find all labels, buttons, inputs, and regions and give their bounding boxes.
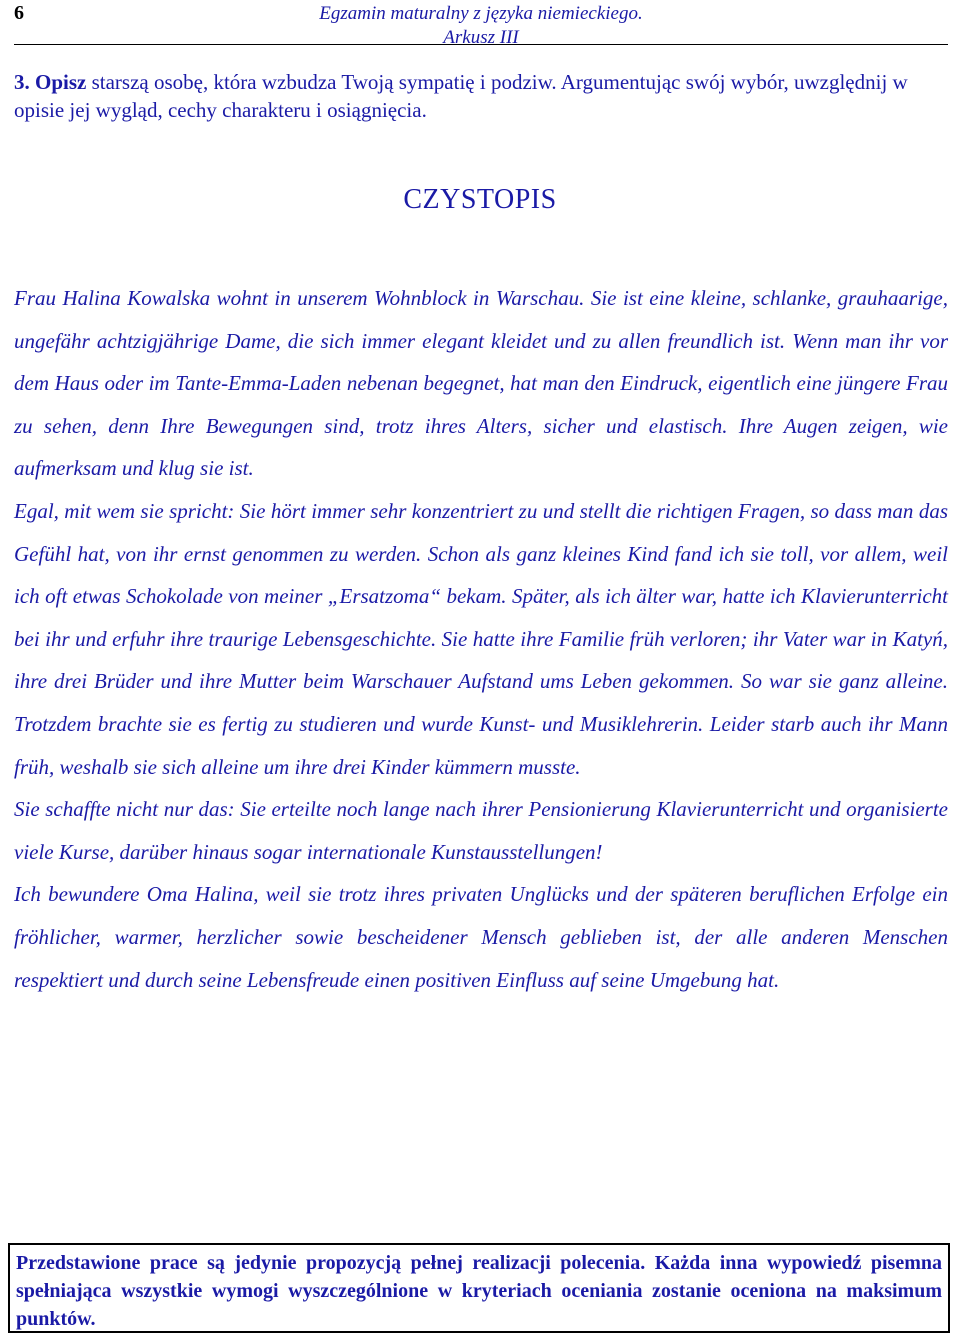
task-instruction xyxy=(14,68,948,124)
header-title-line1: Egzamin maturalny z języka niemieckiego. xyxy=(319,3,643,24)
section-heading: CZYSTOPIS xyxy=(403,184,557,215)
footer-note-box xyxy=(8,1243,950,1333)
essay-paragraph-4: Ich bewundere Oma Halina, weil sie trotz ihres privaten Unglücks und der späteren beruflichen Erfolge ein fröhlicher, warmer, herzlicher sowie bescheidener Mensch geblieben ist, der alle anderen Menschen respektiert und durch seine Lebensfreude einen positiven Einfluss auf seine Umgebung hat. xyxy=(14,882,948,992)
essay-paragraph-1: Frau Halina Kowalska wohnt in unserem Wohnblock in Warschau. Sie ist eine kleine, schlanke, grauhaarige, ungefähr achtzigjährige Dame, die sich immer elegant kleidet und zu allen freundlich ist. Wenn man ihr vor dem Haus oder im Tante-Emma-Laden nebenan begegnet, hat man den Eindruck, eigentlich eine jüngere Frau zu sehen, denn Ihre Bewegungen sind, trotz ihres Alters, sicher und elastisch. Ihre Augen zeigen, wie aufmerksam und klug sie ist. xyxy=(14,286,948,481)
essay-text xyxy=(14,277,948,1001)
page-number: 6 xyxy=(14,2,24,24)
essay-paragraph-3: Sie schaffte nicht nur das: Sie erteilte noch lange nach ihrer Pensionierung Klavierunterricht und organisierte viele Kurse, darüber hinaus sogar internationale Kunstausstellungen! xyxy=(14,797,948,864)
essay-paragraph-2: Egal, mit wem sie spricht: Sie hört immer sehr konzentriert zu und stellt die richtigen Fragen, so dass man das Gefühl hat, von ihr ernst genommen zu werden. Schon als ganz kleines Kind fand ich sie toll, vor allem, weil ich oft etwas Schokolade von meiner „Ersatzoma“ bekam. Später, als ich älter war, hatte ich Klavierunterricht bei ihr und erfuhr ihre traurige Lebensgeschichte. Sie hatte ihre Familie früh verloren; ihr Vater war in Katyń, ihre drei Brüder und ihre Mutter beim Warschauer Aufstand ums Leben gekommen. So war sie ganz alleine. Trotzdem brachte sie es fertig zu studieren und wurde Kunst- und Musiklehrerin. Leider starb auch ihr Mann früh, weshalb sie sich alleine um ihre drei Kinder kümmern musste. xyxy=(14,498,948,779)
page-header xyxy=(14,0,948,48)
task-text: starszą osobę, która wzbudza Twoją sympatię i podziw. Argumentując swój wybór, uwzględnij w opisie jej wygląd, cechy charakteru i osiągnięcia. xyxy=(14,70,908,122)
header-title-line2: Arkusz III xyxy=(443,27,519,48)
task-number: 3. Opisz xyxy=(14,70,87,94)
footer-note: Przedstawione prace są jedynie propozycją pełnej realizacji polecenia. Każda inna wypowiedź pisemna spełniająca wszystkie wymogi wyszczególnione w kryteriach oceniania zostanie oceniona na maksimum punktów. xyxy=(16,1252,942,1330)
header-title xyxy=(14,2,948,50)
